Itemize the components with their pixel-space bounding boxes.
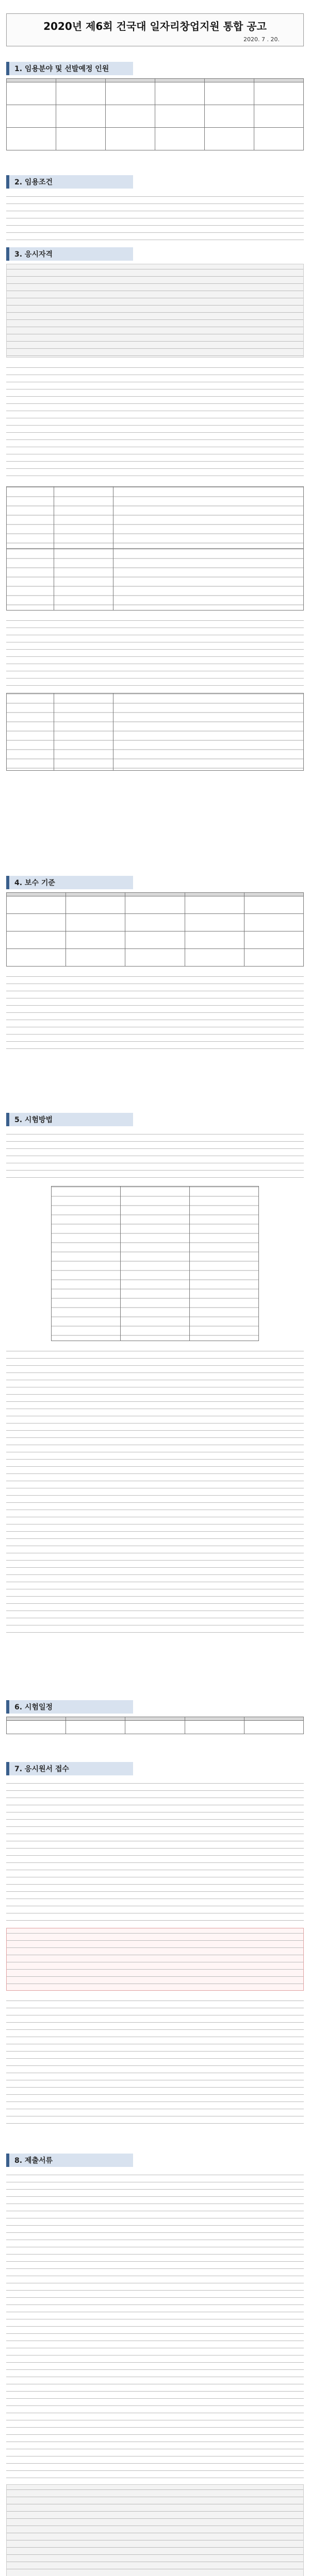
- table-cell: [205, 82, 254, 105]
- table-header: [244, 1717, 303, 1721]
- title-text: 2020년 제6회 건국대 일자리창업지원 통합 공고: [43, 20, 267, 32]
- table-cell: [56, 105, 106, 128]
- table-cell: [205, 128, 254, 150]
- pay-notes: [6, 972, 304, 1054]
- pay-table: [6, 892, 304, 967]
- table-cell: [66, 949, 125, 967]
- table-cell: [7, 128, 56, 150]
- application-text: [6, 1778, 304, 1923]
- section-heading: 6. 시험일정: [6, 1700, 133, 1714]
- exam-method-text: [6, 1129, 304, 1181]
- table-cell: [254, 82, 304, 105]
- table-cell: [125, 949, 185, 967]
- section-heading: 2. 임용조건: [6, 175, 133, 189]
- table-cell: [185, 949, 244, 967]
- table-cell: [125, 896, 185, 914]
- positions-table: [6, 78, 304, 150]
- table-row: [7, 82, 304, 105]
- section-positions: [6, 62, 304, 150]
- table-header: [56, 79, 106, 82]
- exam-score-table: [51, 1186, 259, 1341]
- table-cell: [66, 931, 125, 949]
- documents-text: [6, 2170, 304, 2479]
- table-header: [66, 893, 125, 896]
- table-row: [7, 487, 304, 549]
- table-cell: [7, 896, 66, 914]
- section-heading: 8. 제출서류: [6, 2154, 133, 2167]
- table-cell: [244, 896, 303, 914]
- table-header: [185, 1717, 244, 1721]
- section-heading: 7. 응시원서 접수: [6, 1762, 133, 1775]
- announcement-date: 2020. 7 . 20.: [243, 36, 280, 43]
- table-cell: [56, 82, 106, 105]
- section-heading: 3. 응시자격: [6, 247, 133, 261]
- table-cell: [205, 105, 254, 128]
- table-cell: [7, 931, 66, 949]
- table-cell: [113, 549, 304, 611]
- exam-method-notes: [6, 1346, 304, 1635]
- table-header: [7, 893, 66, 896]
- eligibility-box-text: [7, 264, 303, 357]
- table-cell: [7, 105, 56, 128]
- section-exam-method: [6, 1113, 304, 1680]
- table-cell: [120, 1187, 189, 1341]
- table-header: [66, 1717, 125, 1721]
- table-header: [125, 1717, 185, 1721]
- table-header: [205, 79, 254, 82]
- table-header: [155, 79, 205, 82]
- application-notes: [6, 1996, 304, 2130]
- table-cell: [54, 693, 113, 771]
- table-cell: [7, 549, 54, 611]
- table-row: [51, 1187, 259, 1341]
- table-header: [254, 79, 304, 82]
- table-cell: [66, 1721, 125, 1734]
- table-cell: [7, 914, 66, 931]
- top-note: [0, 0, 310, 9]
- section-application: [6, 1762, 304, 2133]
- table-cell: [113, 487, 304, 549]
- eligibility-box: [6, 264, 304, 358]
- table-row: [7, 896, 304, 914]
- table-header: [106, 79, 155, 82]
- section-heading: 1. 임용분야 및 선발예정 인원: [6, 62, 133, 75]
- application-warning-text: [7, 1928, 303, 1990]
- table-row: [7, 549, 304, 611]
- eligibility-text: [6, 363, 304, 481]
- table-cell: [54, 487, 113, 549]
- table-cell: [185, 914, 244, 931]
- table-cell: [51, 1187, 120, 1341]
- section-documents: [6, 2154, 304, 2576]
- table-cell: [244, 949, 303, 967]
- section-schedule: [6, 1700, 304, 1747]
- table-cell: [106, 128, 155, 150]
- table-header: [244, 893, 303, 896]
- table-cell: [7, 693, 54, 771]
- eligibility-table: [6, 486, 304, 611]
- conditions-text-block: [6, 192, 304, 243]
- table-cell: [66, 896, 125, 914]
- table-cell: [155, 82, 205, 105]
- section-heading: 5. 시험방법: [6, 1113, 133, 1126]
- table-header: [185, 893, 244, 896]
- eligibility-table-2: [6, 693, 304, 771]
- table-cell: [113, 693, 304, 771]
- table-row: [7, 693, 304, 771]
- eligibility-notes: [6, 616, 304, 688]
- table-cell: [54, 549, 113, 611]
- page-title: [10, 18, 300, 33]
- table-row: [7, 128, 304, 150]
- table-cell: [125, 931, 185, 949]
- documents-box: [6, 2484, 304, 2576]
- table-header: [7, 79, 56, 82]
- application-warning-box: [6, 1928, 304, 1991]
- table-cell: [56, 128, 106, 150]
- table-cell: [185, 896, 244, 914]
- table-cell: [244, 931, 303, 949]
- schedule-table: [6, 1717, 304, 1734]
- table-cell: [190, 1187, 259, 1341]
- table-header: [125, 893, 185, 896]
- table-row: [7, 105, 304, 128]
- table-row: [7, 931, 304, 949]
- table-cell: [185, 931, 244, 949]
- section-eligibility: [6, 247, 304, 845]
- table-cell: [125, 914, 185, 931]
- table-cell: [7, 1721, 66, 1734]
- table-row: [7, 1721, 304, 1734]
- table-cell: [106, 82, 155, 105]
- table-row: [7, 914, 304, 931]
- table-cell: [7, 487, 54, 549]
- table-cell: [106, 105, 155, 128]
- table-cell: [125, 1721, 185, 1734]
- table-cell: [185, 1721, 244, 1734]
- table-cell: [244, 914, 303, 931]
- table-cell: [7, 82, 56, 105]
- table-cell: [66, 914, 125, 931]
- table-header: [7, 1717, 66, 1721]
- section-pay: [6, 876, 304, 1092]
- table-cell: [254, 105, 304, 128]
- table-cell: [254, 128, 304, 150]
- table-cell: [244, 1721, 303, 1734]
- table-cell: [155, 105, 205, 128]
- documents-box-text: [7, 2485, 303, 2576]
- table-cell: [155, 128, 205, 150]
- table-row: [7, 949, 304, 967]
- table-cell: [7, 949, 66, 967]
- title-box: [6, 13, 304, 46]
- section-conditions: [6, 175, 304, 242]
- section-heading: 4. 보수 기준: [6, 876, 133, 889]
